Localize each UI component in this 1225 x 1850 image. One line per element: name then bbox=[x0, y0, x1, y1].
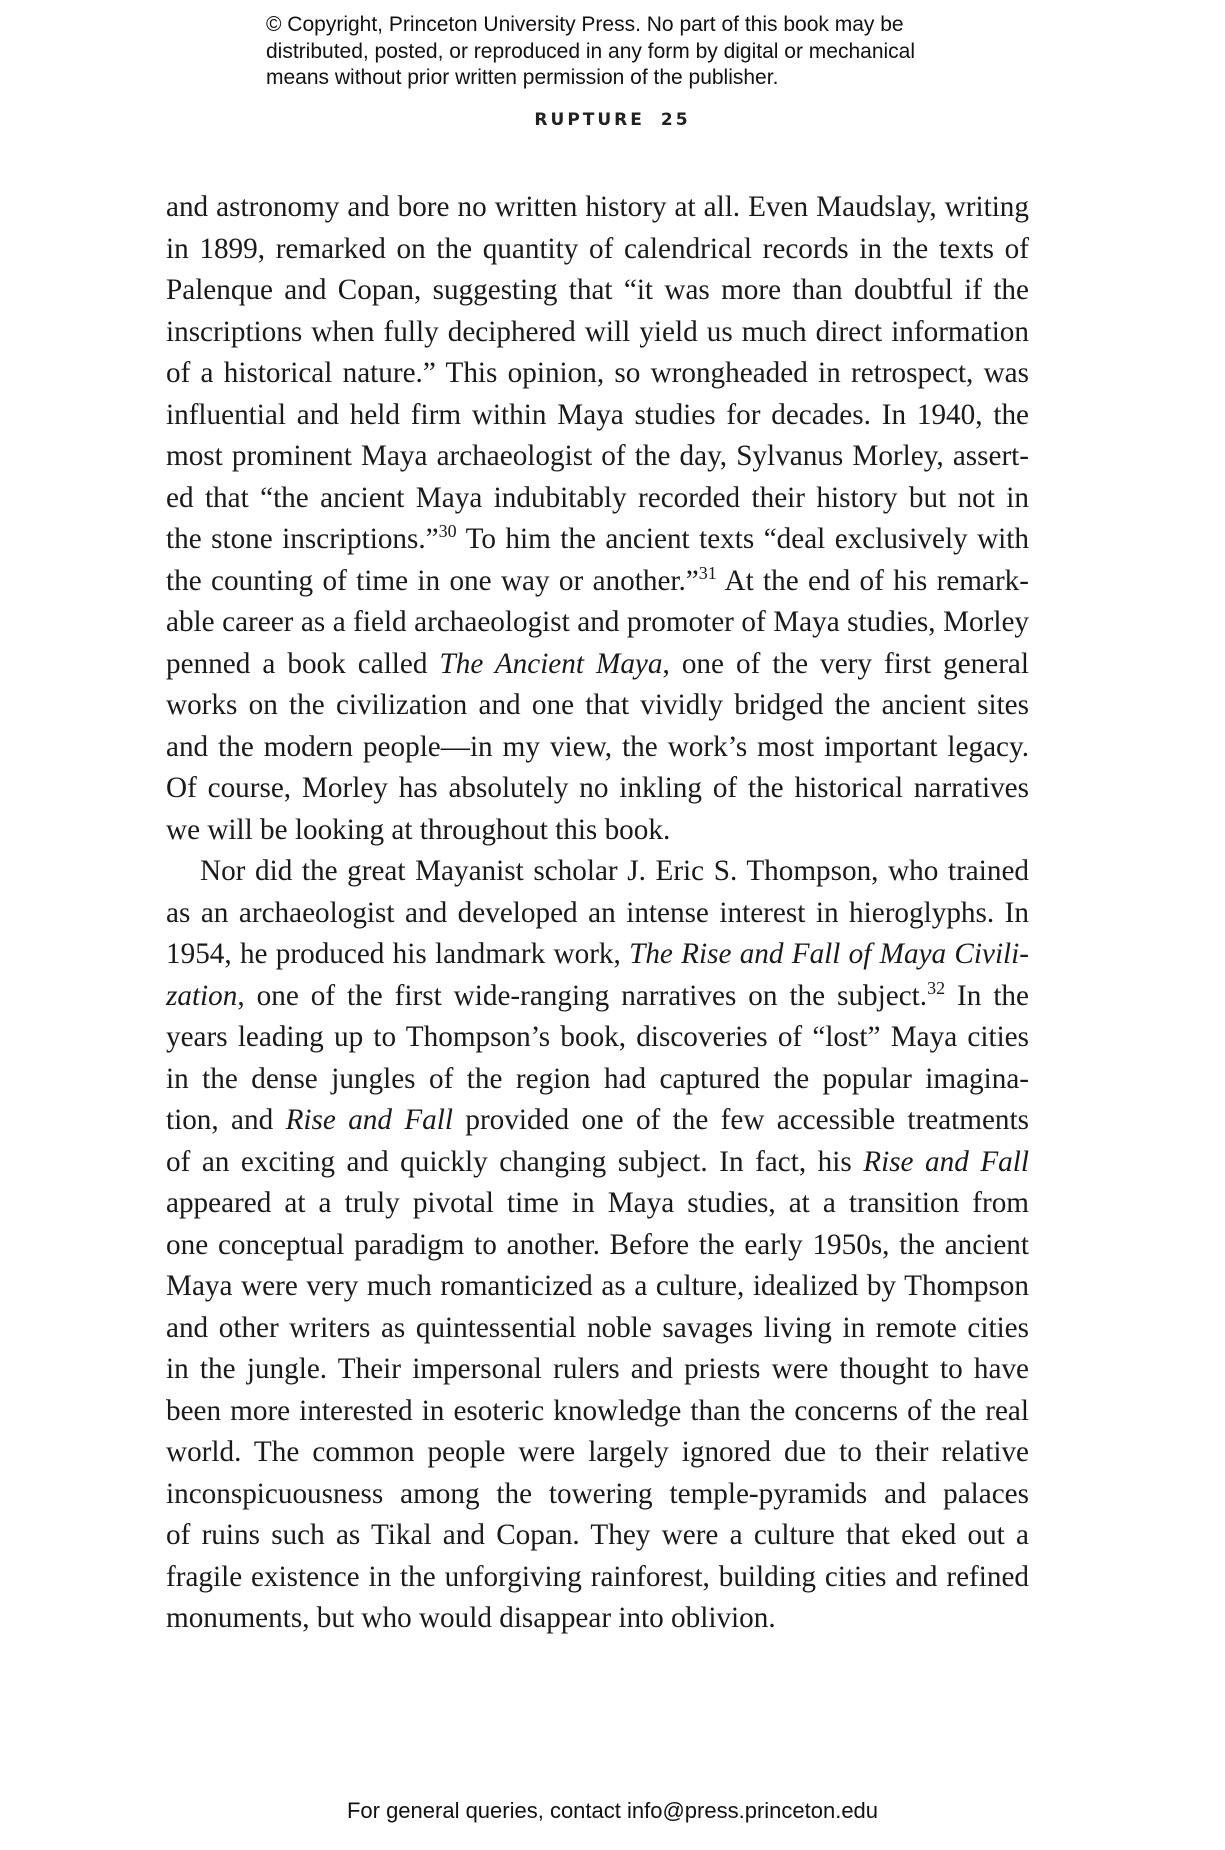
text-line: been more interested in esoteric knowledge than the concerns of the real bbox=[166, 1394, 1029, 1427]
text-line: and other writers as quintessential noble savages living in remote cities bbox=[166, 1311, 1029, 1344]
text-segment: , one of the first wide-ranging narratives on the subject. bbox=[237, 979, 928, 1012]
footer-contact: For general queries, contact info@press.princeton.edu bbox=[346, 1798, 879, 1823]
text-line: inconspicuousness among the towering temple-pyramids and palaces bbox=[166, 1477, 1029, 1510]
text-line: works on the civilization and one that vividly bridged the ancient sites bbox=[166, 689, 1029, 721]
text-line: Nor did the great Mayanist scholar J. Eric S. Thompson, who trained bbox=[200, 855, 1029, 887]
text-line: Palenque and Copan, suggesting that “it was more than doubtful if the bbox=[166, 274, 1029, 306]
text-line: world. The common people were largely ignored due to their relative bbox=[166, 1436, 1029, 1468]
book-title: zation bbox=[166, 979, 238, 1012]
text-line bbox=[166, 519, 1029, 561]
text-line: and the modern people—in my view, the work’s most important legacy. bbox=[166, 730, 1029, 763]
text-line: most prominent Maya archaeologist of the day, Sylvanus Morley, assert- bbox=[166, 440, 1029, 472]
body-text bbox=[166, 187, 1029, 1640]
text-line: as an archaeologist and developed an intense interest in hieroglyphs. In bbox=[166, 896, 1029, 929]
text-line: Maya were very much romanticized as a culture, idealized by Thompson bbox=[166, 1270, 1029, 1302]
text-segment: At the end of his remark- bbox=[716, 564, 1029, 597]
text-segment: To him the ancient texts “deal exclusively with bbox=[456, 523, 1029, 555]
chapter-title: RUPTURE bbox=[534, 110, 645, 130]
text-line: in the jungle. Their impersonal rulers and priests were thought to have bbox=[166, 1353, 1029, 1385]
text-line: of a historical nature.” This opinion, so wrongheaded in retrospect, was bbox=[166, 357, 1029, 389]
text-segment: 1954, he produced his landmark work, bbox=[166, 938, 630, 970]
page-number: 25 bbox=[660, 110, 691, 130]
book-title: The Rise and Fall of Maya Civili- bbox=[629, 938, 1029, 970]
copyright-line: © Copyright, Princeton University Press. No part of this book may be bbox=[266, 13, 904, 36]
text-segment: provided one of the few accessible treatments bbox=[452, 1104, 1029, 1136]
text-line bbox=[166, 934, 1029, 976]
text-line: inscriptions when fully deciphered will yield us much direct information bbox=[166, 315, 1029, 348]
text-line: one conceptual paradigm to another. Before the early 1950s, the ancient bbox=[166, 1228, 1029, 1261]
text-line: in 1899, remarked on the quantity of calendrical records in the texts of bbox=[166, 232, 1029, 265]
text-line: fragile existence in the unforgiving rainforest, building cities and refined bbox=[166, 1560, 1029, 1593]
text-line: and astronomy and bore no written history at all. Even Maudslay, writing bbox=[166, 191, 1029, 223]
text-line bbox=[166, 1142, 1029, 1184]
text-line bbox=[166, 644, 1029, 686]
book-title: Rise and Fall bbox=[285, 1104, 453, 1136]
text-line: of ruins such as Tikal and Copan. They were a culture that eked out a bbox=[166, 1519, 1029, 1551]
text-line: monuments, but who would disappear into oblivion. bbox=[166, 1602, 776, 1634]
running-head bbox=[0, 110, 1225, 130]
text-line: ed that “the ancient Maya indubitably recorded their history but not in bbox=[166, 481, 1029, 514]
text-line: appeared at a truly pivotal time in Maya studies, at a transition from bbox=[166, 1187, 1029, 1219]
text-segment: , one of the very first general bbox=[662, 647, 1029, 680]
text-line: influential and held firm within Maya studies for decades. In 1940, the bbox=[166, 398, 1029, 431]
copyright-line: distributed, posted, or reproduced in any form by digital or mechanical bbox=[266, 39, 916, 63]
text-segment: of an exciting and quickly changing subject. In fact, his bbox=[166, 1145, 864, 1178]
text-line: able career as a field archaeologist and promoter of Maya studies, Morley bbox=[166, 606, 1029, 638]
text-segment: penned a book called bbox=[166, 647, 440, 680]
text-segment: the stone inscriptions.” bbox=[166, 523, 439, 555]
book-title: The Ancient Maya bbox=[439, 647, 663, 680]
text-segment: the counting of time in one way or another.” bbox=[166, 564, 699, 597]
copyright-line: means without prior written permission of the publisher. bbox=[266, 66, 779, 89]
text-line bbox=[166, 1100, 1029, 1142]
text-line: we will be looking at throughout this book. bbox=[166, 813, 671, 846]
footnote-ref-31[interactable]: 31 bbox=[698, 562, 717, 583]
footnote-ref-32[interactable]: 32 bbox=[927, 977, 946, 998]
text-line bbox=[166, 561, 1029, 603]
text-line: years leading up to Thompson’s book, discoveries of “lost” Maya cities bbox=[166, 1021, 1029, 1053]
text-segment: In the bbox=[945, 979, 1029, 1012]
text-line: in the dense jungles of the region had captured the popular imagina- bbox=[166, 1062, 1029, 1095]
book-title: Rise and Fall bbox=[863, 1145, 1029, 1178]
text-segment: tion, and bbox=[166, 1104, 286, 1136]
footnote-ref-30[interactable]: 30 bbox=[438, 521, 457, 541]
text-line: Of course, Morley has absolutely no inkling of the historical narratives bbox=[166, 772, 1029, 804]
copyright-notice bbox=[266, 12, 1026, 92]
text-line bbox=[166, 976, 1029, 1018]
